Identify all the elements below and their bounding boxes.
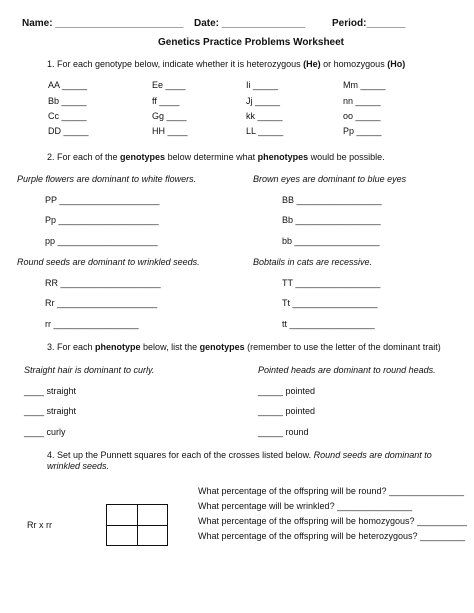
q2-item-Pp[interactable]: Pp ____________________	[45, 215, 159, 225]
punnett-square[interactable]	[106, 504, 168, 546]
question-3-prompt: 3. For each phenotype below, list the genotypes (remember to use the letter of the dominant trait)	[47, 342, 441, 352]
question-1-prompt: 1. For each genotype below, indicate whether it is heterozygous (He) or homozygous (Ho)	[47, 59, 406, 69]
q1-item-aa[interactable]: AA _____	[48, 80, 88, 90]
q1-item-gg[interactable]: Gg ____	[152, 111, 187, 121]
rule-seeds: Round seeds are dominant to wrinkled seeds.	[17, 257, 200, 267]
q1-item-oo[interactable]: oo _____	[343, 111, 381, 121]
q2-item-Bb[interactable]: Bb _________________	[282, 215, 381, 225]
rule-eyes: Brown eyes are dominant to blue eyes	[253, 174, 407, 184]
cross-label: Rr x rr	[27, 520, 52, 530]
period-field-label[interactable]: Period:_______	[332, 18, 406, 29]
question-4-prompt: 4. Set up the Punnett squares for each of the crosses listed below. Round seeds are dominant to	[47, 450, 432, 460]
q2-item-RR[interactable]: RR ____________________	[45, 278, 161, 288]
q3-item-pointed-2[interactable]: _____ pointed	[258, 406, 316, 416]
q2-item-bb[interactable]: bb _________________	[282, 236, 380, 246]
q3-item-straight-2[interactable]: ____ straight	[24, 406, 77, 416]
name-field-label[interactable]: Name: _______________________	[22, 18, 184, 29]
worksheet-title: Genetics Practice Problems Worksheet	[158, 37, 345, 48]
q1-item-ii[interactable]: Ii _____	[246, 80, 279, 90]
q1-item-ee[interactable]: Ee ____	[152, 80, 186, 90]
q1-item-pp[interactable]: Pp _____	[343, 126, 382, 136]
q3-item-pointed-1[interactable]: _____ pointed	[258, 386, 316, 396]
q4-question-round[interactable]: What percentage of the offspring will be round? _______________	[198, 486, 465, 496]
rule-bobtails: Bobtails in cats are recessive.	[253, 257, 373, 267]
q3-item-round[interactable]: _____ round	[258, 427, 309, 437]
rule-flowers: Purple flowers are dominant to white flowers.	[17, 174, 197, 184]
q1-item-bb[interactable]: Bb _____	[48, 96, 87, 106]
q2-item-rr[interactable]: rr _________________	[45, 319, 139, 329]
date-field-label[interactable]: Date: _______________	[194, 18, 306, 29]
q3-item-straight-1[interactable]: ____ straight	[24, 386, 77, 396]
q1-item-kk[interactable]: kk _____	[246, 111, 283, 121]
question-2-prompt: 2. For each of the genotypes below determine what phenotypes would be possible.	[47, 152, 385, 162]
q2-item-Tt[interactable]: Tt _________________	[282, 298, 378, 308]
q4-question-homozygous[interactable]: What percentage of the offspring will be homozygous? __________	[198, 516, 468, 526]
punnett-horizontal-divider	[107, 525, 167, 526]
q1-item-mm[interactable]: Mm _____	[343, 80, 386, 90]
q2-item-pp[interactable]: pp ____________________	[45, 236, 158, 246]
q2-item-PP[interactable]: PP ____________________	[45, 195, 160, 205]
q2-item-TT[interactable]: TT _________________	[282, 278, 381, 288]
rule-heads: Pointed heads are dominant to round heads.	[258, 365, 436, 375]
q1-item-ff[interactable]: ff ____	[152, 96, 180, 106]
rule-hair: Straight hair is dominant to curly.	[24, 365, 155, 375]
q4-question-heterozygous[interactable]: What percentage of the offspring will be heterozygous? _________	[198, 531, 466, 541]
q1-item-dd[interactable]: DD _____	[48, 126, 89, 136]
q3-item-curly[interactable]: ____ curly	[24, 427, 66, 437]
q1-item-nn[interactable]: nn _____	[343, 96, 381, 106]
q1-item-cc[interactable]: Cc _____	[48, 111, 87, 121]
q2-item-Rr[interactable]: Rr ____________________	[45, 298, 158, 308]
q4-question-wrinkled[interactable]: What percentage will be wrinkled? _______________	[198, 501, 413, 511]
question-4-prompt-continued: wrinkled seeds.	[47, 461, 110, 471]
q1-item-jj[interactable]: Jj _____	[246, 96, 281, 106]
q2-item-BB[interactable]: BB _________________	[282, 195, 382, 205]
q1-item-ll[interactable]: LL _____	[246, 126, 284, 136]
q2-item-tt[interactable]: tt _________________	[282, 319, 375, 329]
q1-item-hh[interactable]: HH ____	[152, 126, 188, 136]
